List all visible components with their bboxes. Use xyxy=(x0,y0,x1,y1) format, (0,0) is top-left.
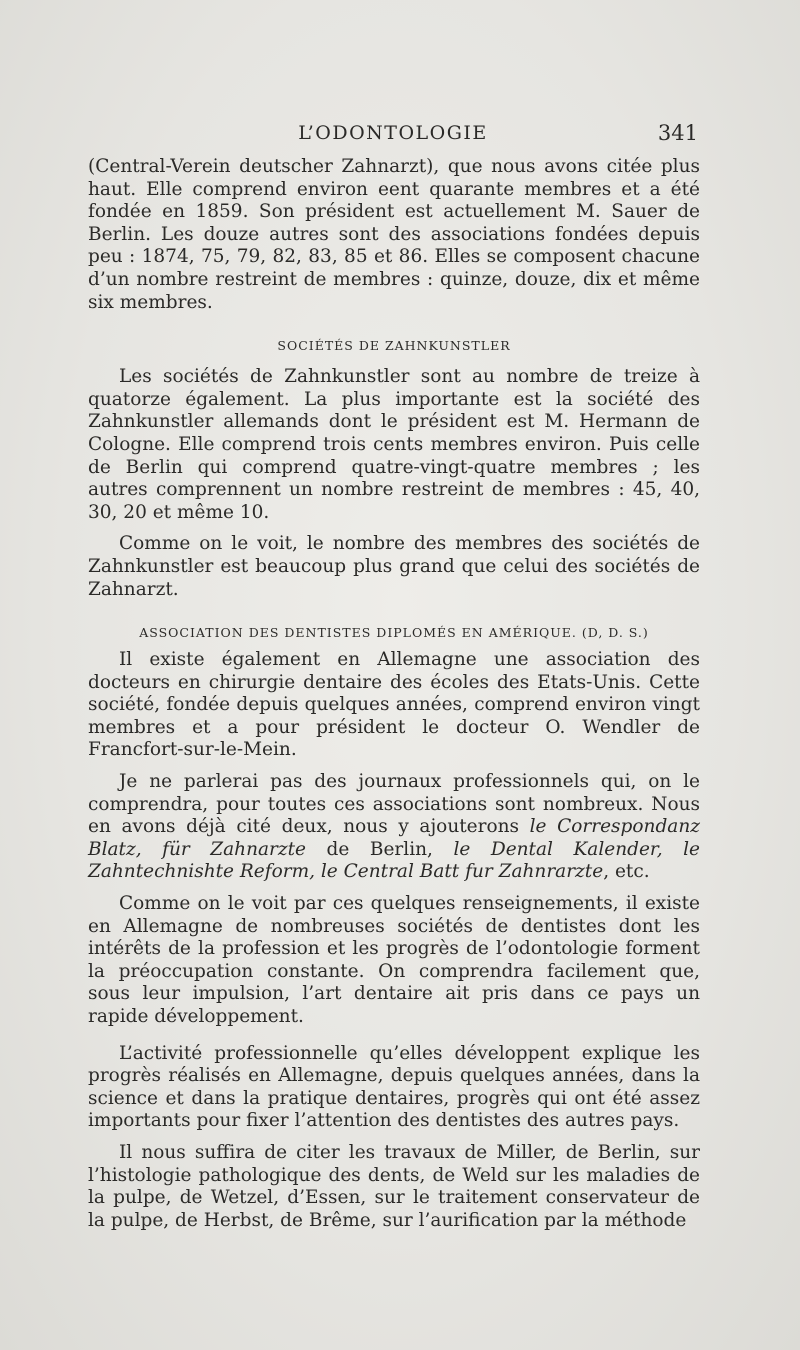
paragraph-comparison: Comme on le voit, le nombre des membres des sociétés de Zahnkunstler est beaucoup plus grand que celui des sociétés de Zahnarzt. xyxy=(88,533,700,600)
journal-titles-2: le Dental Kalender, le Zahntechnishte Reform, le Central Batt fur Zahnrarzte xyxy=(88,838,700,883)
journals-text-2: de Berlin, xyxy=(306,838,454,860)
journal-titles-1: le Correspondanz Blatz, für Zahnarzte xyxy=(88,816,700,860)
journals-text-1: Je ne parlerai pas des journaux professionnels qui, on le comprendra, pour toutes ces associations sont nombreux. Nous en avons déjà cité deux, nous y ajouterons xyxy=(88,771,700,838)
section-heading-american-dentists: ASSOCIATION DES DENTISTES DIPLOMÉS EN AMÉRIQUE. (D, D. S.) xyxy=(139,625,649,641)
section-heading-zahnkunstler: SOCIÉTÉS DE ZAHNKUNSTLER xyxy=(277,338,511,354)
body-text xyxy=(88,156,700,1232)
paragraph-summary: Comme on le voit par ces quelques renseignements, il existe en Allemagne de nombreuses sociétés de dentistes dont les intérêts de la profession et les progrès de l’odontologie forment la préoccupation constante. On comprendra facilement que, sous leur impulsion, l’art dentaire ait pris dans ce pays un rapide développement. xyxy=(88,893,700,1027)
journals-text-3: , etc. xyxy=(603,861,650,883)
paragraph-zahnkunstler-societies: Les sociétés de Zahnkunstler sont au nombre de treize à quatorze également. La plus importante est la société des Zahnkunstler allemands dont le président est M. Hermann de Cologne. Elle comprend trois cents membres environ. Puis celle de Berlin qui comprend quatre-vingt-quatre membres ; les autres comprennent un nombre restreint de membres : 45, 40, 30, 20 et même 10. xyxy=(88,366,700,523)
running-title: L’ODONTOLOGIE xyxy=(298,122,488,144)
page-header xyxy=(88,118,698,148)
paragraph-works: Il nous suffira de citer les travaux de Miller, de Berlin, sur l’histologie pathologique des dents, de Weld sur les maladies de la pulpe, de Wetzel, d’Essen, sur le traitement conservateur de la pulpe, de Herbst, de Brême, sur l’aurification par la méthode xyxy=(88,1141,700,1231)
page-number: 341 xyxy=(657,121,698,145)
paragraph-activity: L’activité professionnelle qu’elles développent explique les progrès réalisés en Allemagne, depuis quelques années, dans la science et dans la pratique dentaires, progrès qui ont été assez importants pour fixer l’attention des dentistes des autres pays. xyxy=(88,1042,700,1132)
paragraph-continued: (Central-Verein deutscher Zahnarzt), que nous avons citée plus haut. Elle comprend environ eent quarante membres et a été fondée en 1859. Son président est actuellement M. Sauer de Berlin. Les douze autres sont des associations fondées depuis peu : 1874, 75, 79, 82, 83, 85 et 86. Elles se composent chacune d’un nombre restreint de membres : quinze, douze, dix et même six membres. xyxy=(88,156,700,313)
paragraph-american-association: Il existe également en Allemagne une association des docteurs en chirurgie dentaire des écoles des Etats-Unis. Cette société, fondée depuis quelques années, comprend environ vingt membres et a pour président le docteur O. Wendler de Francfort-sur-le-Mein. xyxy=(88,649,700,761)
paragraph-journals xyxy=(88,771,700,884)
